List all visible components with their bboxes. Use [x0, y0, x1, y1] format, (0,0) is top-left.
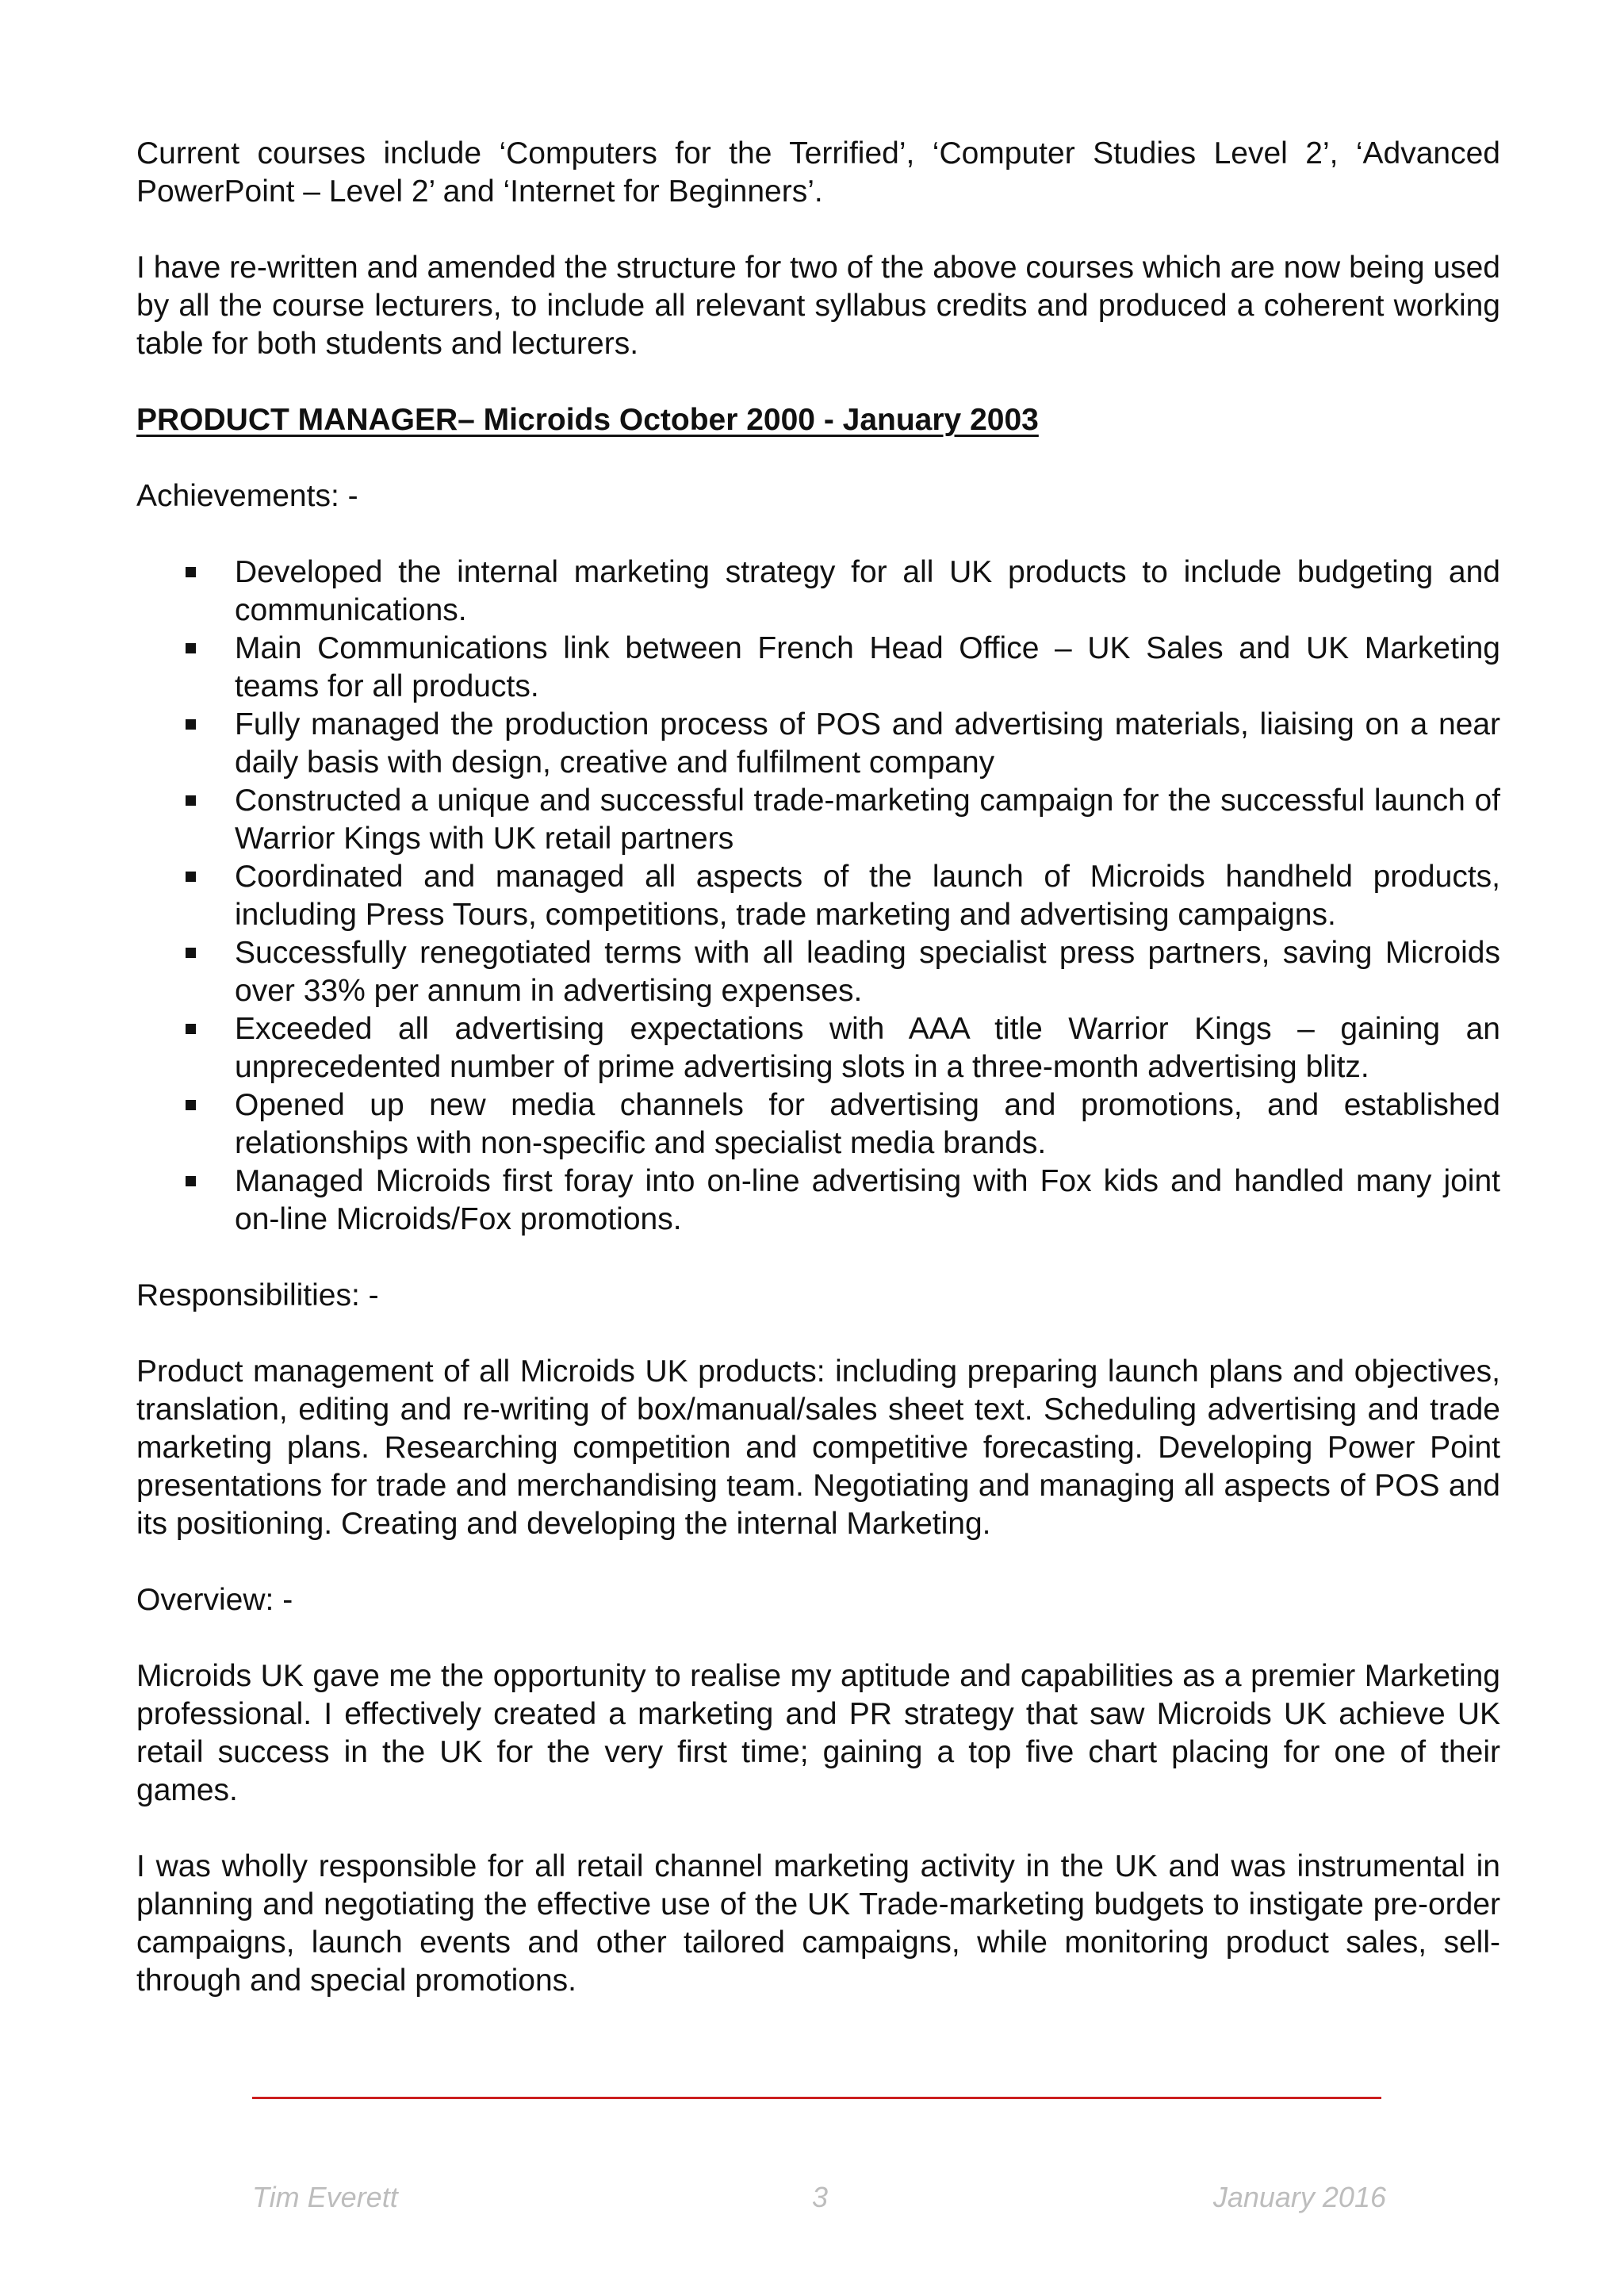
achievements-label: Achievements: -	[136, 479, 358, 513]
footer-date: January 2016	[1212, 2181, 1386, 2213]
bullet-square-icon	[186, 643, 196, 653]
list-item	[136, 782, 1500, 858]
bullet-square-icon	[186, 719, 196, 730]
list-item	[136, 554, 1500, 630]
achievement-text: Developed the internal marketing strategy for all UK products to include budgeting and communications.	[235, 555, 1500, 627]
overview-label: Overview: -	[136, 1583, 293, 1617]
list-item	[136, 934, 1500, 1010]
courses-paragraph: Current courses include ‘Computers for the Terrified’, ‘Computer Studies Level 2’, ‘Advanced PowerPoint – Level 2’ and ‘Internet for Beginners’.	[136, 136, 1500, 209]
achievement-text: Fully managed the production process of POS and advertising materials, liaising on a near daily basis with design, creative and fulfilment company	[235, 707, 1500, 780]
bullet-square-icon	[186, 795, 196, 806]
footer-author: Tim Everett	[252, 2181, 398, 2213]
bullet-square-icon	[186, 872, 196, 882]
achievement-text: Opened up new media channels for advertising and promotions, and established relationships with non-specific and specialist media brands.	[235, 1088, 1500, 1160]
responsibilities-label: Responsibilities: -	[136, 1278, 379, 1312]
achievements-list	[136, 554, 1500, 1239]
achievement-text: Coordinated and managed all aspects of the launch of Microids handheld products, including Press Tours, competitions, trade marketing and advertising campaigns.	[235, 860, 1500, 932]
list-item	[136, 630, 1500, 706]
footer-page-number: 3	[812, 2181, 829, 2213]
rewritten-courses-paragraph: I have re-written and amended the structure for two of the above courses which are now being used by all the course lecturers, to include all relevant syllabus credits and produced a coherent working table for both students and lecturers.	[136, 251, 1500, 361]
achievement-text: Constructed a unique and successful trade-marketing campaign for the successful launch of Warrior Kings with UK retail partners	[235, 784, 1500, 856]
bullet-square-icon	[186, 1100, 196, 1110]
overview-paragraph-1: Microids UK gave me the opportunity to realise my aptitude and capabilities as a premier Marketing professional. I effectively created a marketing and PR strategy that saw Microids UK achieve UK retail success in the UK for the very first time; gaining a top five chart placing for one of their games.	[136, 1659, 1500, 1807]
achievement-text: Managed Microids first foray into on-line advertising with Fox kids and handled many joint on-line Microids/Fox promotions.	[235, 1164, 1500, 1236]
bullet-square-icon	[186, 948, 196, 958]
list-item	[136, 706, 1500, 782]
responsibilities-paragraph: Product management of all Microids UK products: including preparing launch plans and objectives, translation, editing and re-writing of box/manual/sales sheet text. Scheduling advertising and trade marketing plans. Researching competition and competitive forecasting. Developing Power Point presentations for trade and merchandising team. Negotiating and managing all aspects of POS and its positioning. Creating and developing the internal Marketing.	[136, 1354, 1500, 1541]
bullet-square-icon	[186, 1176, 196, 1186]
footer-divider	[252, 2097, 1381, 2099]
achievement-text: Exceeded all advertising expectations with AAA title Warrior Kings – gaining an unprecedented number of prime advertising slots in a three-month advertising blitz.	[235, 1012, 1500, 1084]
achievement-text: Successfully renegotiated terms with all leading specialist press partners, saving Microids over 33% per annum in advertising expenses.	[235, 936, 1500, 1008]
achievement-text: Main Communications link between French Head Office – UK Sales and UK Marketing teams for all products.	[235, 631, 1500, 703]
overview-paragraph-2: I was wholly responsible for all retail channel marketing activity in the UK and was instrumental in planning and negotiating the effective use of the UK Trade-marketing budgets to instigate pre-order campaigns, launch events and other tailored campaigns, while monitoring product sales, sell-through and special promotions.	[136, 1849, 1500, 1998]
job-heading: PRODUCT MANAGER– Microids October 2000 - January 2003	[136, 403, 1039, 437]
page-content	[136, 135, 1500, 2000]
list-item	[136, 1086, 1500, 1163]
bullet-square-icon	[186, 1024, 196, 1034]
list-item	[136, 1163, 1500, 1239]
list-item	[136, 858, 1500, 934]
list-item	[136, 1010, 1500, 1086]
bullet-square-icon	[186, 567, 196, 577]
